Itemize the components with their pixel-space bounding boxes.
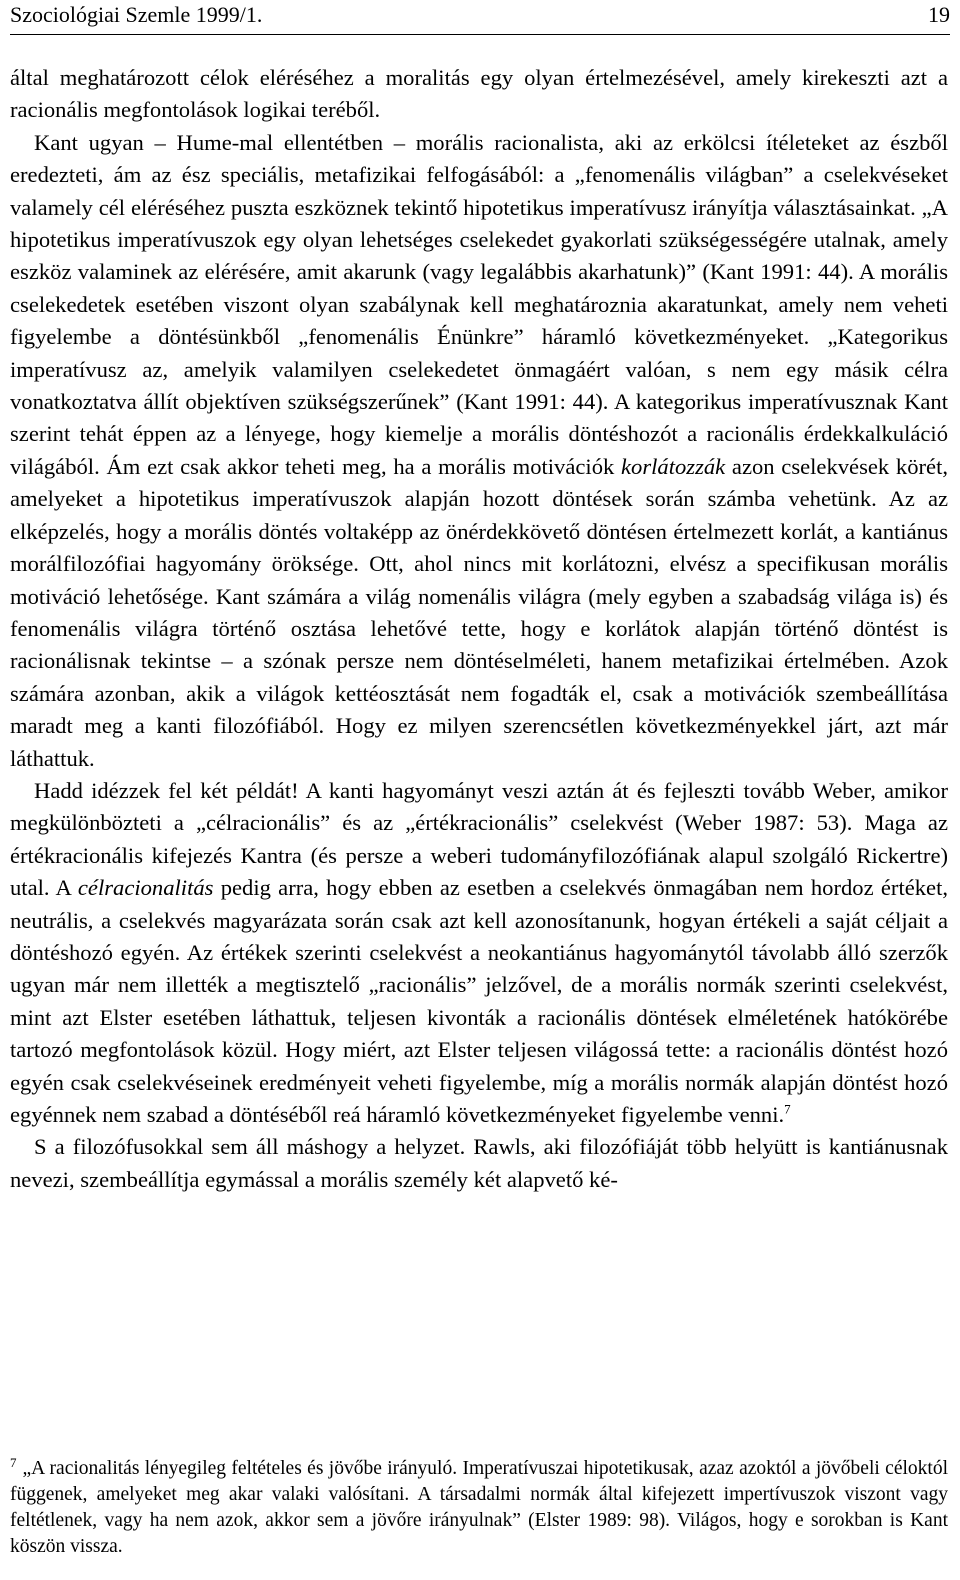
journal-title: Szociológiai Szemle 1999/1. <box>10 2 263 27</box>
paragraph-2-part-b: azon cselekvések körét, amelyeket a hipotetikus imperatívuszok alapján hozott döntések során számba vehetünk. Az az elképzelés, hogy a morális döntés voltaképp az önérdekkövető döntésen értelmezett korlát, a kantiánus morálfilozófiai hagyomány öröksége. Ott, ahol nincs mit korlátozni, elvész a specifikusan morális motiváció lehetősége. Kant számára a világ nomenális világra (mely egyben a szabadság világa is) és fenomenális világra történő osztása lehetővé tette, hogy e korlátok alapján történő döntést is racionálisnak tekintse – a szónak persze nem döntéselméleti, hanem metafizikai értelmében. Azok számára azonban, akik a világok kettéosztását nem fogadták el, csak a motivációk szembeállítása maradt meg a kanti filozófiából. Hogy ez milyen szerencsétlen következményekkel járt, azt már láthattuk. <box>10 453 948 771</box>
paragraph-3-part-a: Hadd idézzek fel két példát! A kanti hagyományt veszi aztán át és fejleszti tovább Weber, amikor megkülönbözteti a „célracionális” és az „értékracionális” cselekvést (Weber 1987: 53). Maga az értékracionális kifejezés Kantra (és persze a weberi tudományfilozófiának alapul szolgáló Rickertre) utal. A <box>10 777 948 901</box>
emphasis-celracionalitas: célracionalitás <box>77 875 214 901</box>
paragraph-4: S a filozófusokkal sem áll máshogy a helyzet. Rawls, aki filozófiáját több helyütt is kantiánusnak nevezi, szembeállítja egymással a morális személy két alapvető ké- <box>10 1134 948 1192</box>
footnote-area <box>10 1456 948 1560</box>
footnote-reference[interactable]: 7 <box>784 1101 791 1117</box>
page-number: 19 <box>928 2 950 27</box>
main-text <box>10 62 948 1196</box>
paragraph-3-part-b: pedig arra, hogy ebben az esetben a cselekvés önmagában nem hordoz értéket, neutrális, a cselekvés magyarázata során csak azt kell azonosítanunk, hogyan értékeli a saját céljait a döntéshozó egyén. Az értékek szerinti cselekvést a neokantiánus hagyománytól távolabb álló szerzők ugyan már nem illették a megtisztelő „racionális” jelzővel, de a morális normák szerinti cselekvést, mint azt Elster esetében láthattuk, teljesen kivonták a racionális döntések elméletének hatókörébe tartozó megfontolások közül. Hogy miért, azt Elster teljesen világossá tette: a racionális döntést hozó egyén csak cselekvéseinek eredményeit veheti figyelembe, míg a morális normák alapján döntést hozó egyénnek nem szabad a döntéséből reá háramló következményeket figyelembe venni. <box>10 875 948 1127</box>
footnote-text: „A racionalitás lényegileg feltételes és jövőbe irányuló. Imperatívuszai hipotetikusak, azaz azoktól a jövőbeli céloktól függenek, amelyeket meg akar valaki valósítani. A társadalmi normák által kifejezett impertívuszok viszont vagy feltétlenek, vagy ha nem azok, akkor sem a jövőre irányulnak” (Elster 1989: 98). Világos, hogy e sorokban is Kant köszön vissza. <box>10 1458 948 1557</box>
paragraph-2-part-a: Kant ugyan – Hume-mal ellentétben – morális racionalista, aki az erkölcsi ítéleteket az észből eredezteti, ám az ész speciális, metafizikai felfogásából: a „fenomenális világban” a cselekvéseket valamely cél eléréséhez puszta eszköznek tekintő hipotetikus imperatívusz irányítja választásainkat. „A hipotetikus imperatívuszok egy olyan lehetséges cselekedet gyakorlati szükségességére utalnak, amely eszköz valaminek az elérésére, amit akarunk (vagy legalábbis akarhatunk)” (Kant 1991: 44). A morális cselekedetek esetében viszont olyan szabálynak kell meghatároznia akaratunkat, amely nem veheti figyelembe a döntésünkből „fenomenális Énünkre” háramló következményeket. „Kategorikus imperatívusz az, amelyik valamilyen cselekedetet önmagáért valóan, s nem egy másik célra vonatkoztatva állít objektíven szükségszerűnek” (Kant 1991: 44). A kategorikus imperatívusznak Kant szerint tehát éppen az a lényege, hogy kiemelje a morális döntéshozót a racionális érdekkalkuláció világából. Ám ezt csak akkor teheti meg, ha a morális motivációk <box>10 129 948 479</box>
paragraph-2 <box>10 127 948 775</box>
footnote-mark: 7 <box>10 1454 17 1470</box>
running-header <box>10 0 950 35</box>
paragraph-1: által meghatározott célok eléréséhez a moralitás egy olyan értelmezésével, amely kirekeszti azt a racionális megfontolások logikai teréből. <box>10 65 948 123</box>
emphasis-korlatozzak: korlátozzák <box>621 453 726 479</box>
footnote-7 <box>10 1456 948 1560</box>
paragraph-3 <box>10 775 948 1131</box>
